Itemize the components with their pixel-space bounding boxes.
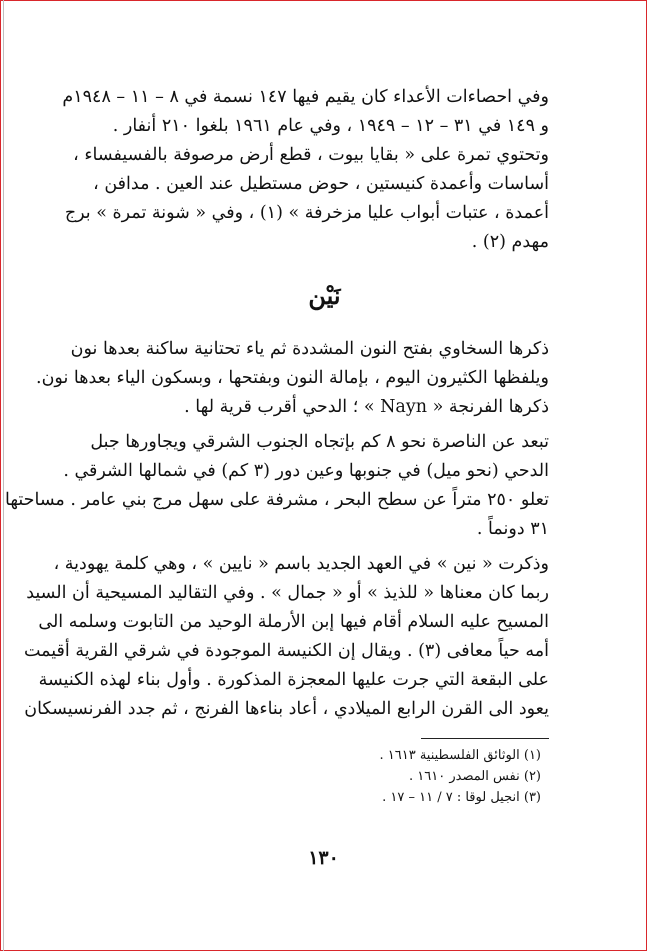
page-number: ١٣٠ [308,847,339,869]
text-line: أساسات وأعمدة كنيستين ، حوض مستطيل عند العين . مدافن ، [93,174,549,194]
footnotes [100,745,549,808]
scan-edge-line [3,0,4,951]
paragraph [62,83,549,141]
text-line: يعود الى القرن الرابع الميلادي ، أعاد بناءها الفرنج ، ثم جدد الفرنسيسكان [24,699,549,719]
text-line: وذكرت « نين » في العهد الجديد باسم « نايين » ، وهي كلمة يهودية ، [53,554,549,574]
text-line: وتحتوي تمرة على « بقايا بيوت ، قطع أرض مرصوفة بالفسيفساء ، [73,145,549,165]
text-line: الدحي (نحو ميل) في جنوبها وعين دور (٣ كم) في شمالها الشرقي . [63,461,549,481]
section-heading [100,257,549,335]
text-line: مهدم (٢) . [471,232,549,252]
text-line: المسيح عليه السلام أقام فيها إبن الأرملة الوحيد من التابوت وسلمه الى [38,612,549,632]
paragraph [36,335,549,422]
section-title: نَيْن [308,281,341,310]
paragraph [64,141,549,257]
text-line: ربما كان معناها « للذيذ » أو « جمال » . وفي التقاليد المسيحية أن السيد [26,583,549,603]
text-line: ذكرها السخاوي بفتح النون المشددة ثم ياء تحتانية ساكنة بعدها نون [70,339,549,359]
footnote: (٢) نفس المصدر ١٦١٠ . [409,769,541,784]
text-line: تبعد عن الناصرة نحو ٨ كم بإتجاه الجنوب الشرقي ويجاورها جبل [90,432,549,452]
footnote: (١) الوثائق الفلسطينية ١٦١٣ . [379,748,541,763]
page-body [4,83,549,808]
text-line: أعمدة ، عتبات أبواب عليا مزخرفة » (١) ، وفي « شونة تمرة » برج [64,203,549,223]
text-line: ويلفظها الكثيرون اليوم ، بإمالة النون وبفتحها ، وبسكون الياء بعدها نون. [36,368,549,388]
paragraph [23,550,549,724]
text-line: على البقعة التي جرت عليها المعجزة المذكورة . وأول بناء لهذه الكنيسة [38,670,549,690]
paragraph [4,428,549,544]
text-line: وفي احصاءات الأعداء كان يقيم فيها ١٤٧ نسمة في ٨ – ١١ – ١٩٤٨م [62,87,549,107]
text-line: و ١٤٩ في ٣١ – ١٢ – ١٩٤٩ ، وفي عام ١٩٦١ بلغوا ٢١٠ أنفار . [112,116,549,136]
text-line: أمه حياً معافى (٣) . ويقال إن الكنيسة الموجودة في شرقي القرية أقيمت [23,641,549,661]
text-line: ٣١ دونماً . [476,519,549,539]
footnote-divider [421,738,549,739]
text-line: ذكرها الفرنجة « Nayn » ؛ الدحي أقرب قرية لها . [184,397,549,417]
footnote: (٣) انجيل لوقا : ٧ / ١١ – ١٧ . [382,790,541,805]
text-line: تعلو ٢٥٠ متراً عن سطح البحر ، مشرفة على سهل مرج بني عامر . مساحتها [4,490,549,510]
